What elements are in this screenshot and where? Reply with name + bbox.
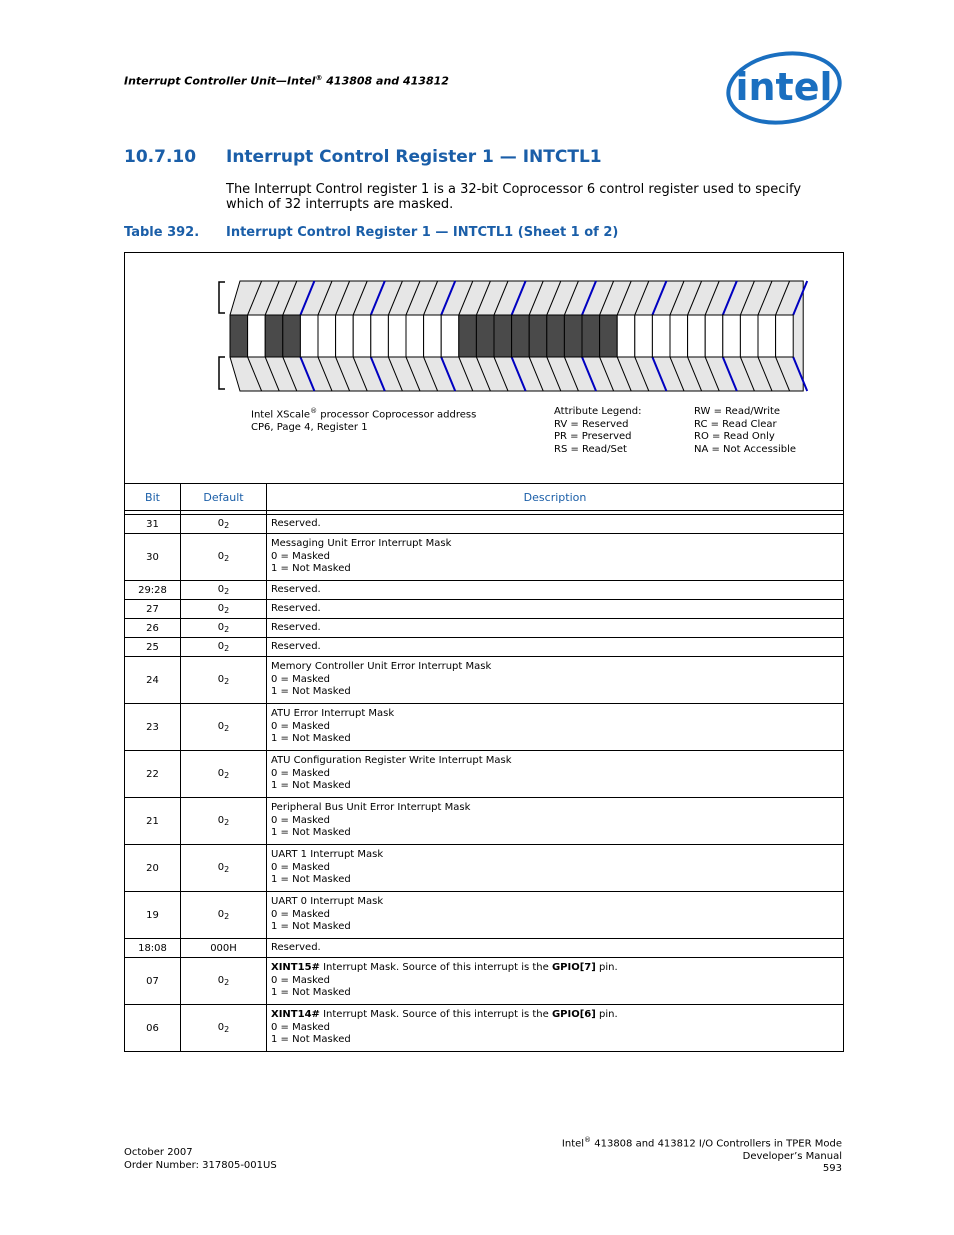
default-value: 0 bbox=[217, 551, 225, 562]
description-line: 1 = Not Masked bbox=[271, 686, 351, 698]
description-line: 0 = Masked bbox=[271, 720, 330, 732]
top-bracket bbox=[219, 282, 225, 313]
register-bit-cell bbox=[230, 315, 248, 357]
description-cell bbox=[267, 798, 844, 845]
table-row bbox=[125, 1005, 844, 1052]
bottom-bracket bbox=[219, 357, 225, 389]
description-line: 1 = Not Masked bbox=[271, 921, 351, 933]
bit-cell: 07 bbox=[125, 958, 181, 1005]
description-line: 1 = Not Masked bbox=[271, 1034, 351, 1046]
default-cell bbox=[181, 939, 267, 958]
description-line: Reserved. bbox=[271, 941, 321, 953]
bit-cell: 19 bbox=[125, 892, 181, 939]
register-bit-cell bbox=[300, 315, 318, 357]
register-bit-cell bbox=[318, 315, 336, 357]
description-cell bbox=[267, 657, 844, 704]
default-value: 0 bbox=[217, 721, 225, 732]
description-line: 0 = Masked bbox=[271, 550, 330, 562]
description-cell bbox=[267, 958, 844, 1005]
bit-cell: 30 bbox=[125, 534, 181, 581]
description-cell bbox=[267, 619, 844, 638]
register-bit-cell bbox=[670, 315, 688, 357]
description-line: ATU Configuration Register Write Interrupt Mask bbox=[271, 755, 512, 767]
radix-subscript: 2 bbox=[224, 724, 230, 733]
default-value: 000H bbox=[210, 942, 237, 954]
attribute-legend-right: RW = Read/Write RC = Read Clear RO = Read Only NA = Not Accessible bbox=[694, 406, 797, 455]
bit-cell: 23 bbox=[125, 704, 181, 751]
table-row bbox=[125, 958, 844, 1005]
register-bit-cell bbox=[476, 315, 494, 357]
description-lead: XINT14# Interrupt Mask. Source of this interrupt is the GPIO[6] pin. bbox=[271, 1009, 618, 1021]
description-line: 0 = Masked bbox=[271, 861, 330, 873]
description-line: 1 = Not Masked bbox=[271, 563, 351, 575]
description-line: 0 = Masked bbox=[271, 814, 330, 826]
bit-cell: 26 bbox=[125, 619, 181, 638]
table-row bbox=[125, 751, 844, 798]
page-number: 593 bbox=[822, 1163, 842, 1175]
description-line: 1 = Not Masked bbox=[271, 827, 351, 839]
attribute-legend-left: Attribute Legend: RV = Reserved PR = Preserved RS = Read/Set bbox=[554, 406, 642, 455]
radix-subscript: 2 bbox=[224, 1025, 230, 1034]
register-bit-cell bbox=[459, 315, 477, 357]
register-bit-cell bbox=[336, 315, 354, 357]
register-bit-cell bbox=[688, 315, 706, 357]
footer-left: October 2007 Order Number: 317805-001US bbox=[124, 1147, 277, 1171]
radix-subscript: 2 bbox=[224, 912, 230, 921]
radix-subscript: 2 bbox=[224, 865, 230, 874]
table-caption: Table 392. Interrupt Control Register 1 — INTCTL1 (Sheet 1 of 2) bbox=[124, 225, 619, 240]
default-cell bbox=[181, 581, 267, 600]
description-line: Messaging Unit Error Interrupt Mask bbox=[271, 538, 452, 550]
register-bit-cell bbox=[776, 315, 794, 357]
radix-subscript: 2 bbox=[224, 978, 230, 987]
radix-subscript: 2 bbox=[224, 644, 230, 653]
description-line: Memory Controller Unit Error Interrupt Mask bbox=[271, 661, 492, 673]
bit-cell: 18:08 bbox=[125, 939, 181, 958]
register-bit-cell bbox=[248, 315, 266, 357]
register-bit-cell bbox=[441, 315, 459, 357]
description-cell bbox=[267, 638, 844, 657]
default-cell bbox=[181, 892, 267, 939]
default-value: 0 bbox=[217, 862, 225, 873]
default-cell bbox=[181, 619, 267, 638]
description-line: UART 0 Interrupt Mask bbox=[271, 896, 384, 908]
coprocessor-address: Intel XScale® processor Coprocessor address CP6, Page 4, Register 1 bbox=[251, 407, 477, 433]
description-cell bbox=[267, 515, 844, 534]
description-line: Reserved. bbox=[271, 583, 321, 595]
register-table bbox=[124, 483, 844, 1052]
table-row bbox=[125, 892, 844, 939]
default-value: 0 bbox=[217, 622, 225, 633]
column-header-default: Default bbox=[181, 484, 267, 511]
description-line: 0 = Masked bbox=[271, 1021, 330, 1033]
description-line: 0 = Masked bbox=[271, 673, 330, 685]
table-row bbox=[125, 515, 844, 534]
default-cell bbox=[181, 1005, 267, 1052]
description-cell bbox=[267, 704, 844, 751]
default-cell bbox=[181, 798, 267, 845]
default-value: 0 bbox=[217, 518, 225, 529]
default-value: 0 bbox=[217, 768, 225, 779]
description-line: 0 = Masked bbox=[271, 767, 330, 779]
radix-subscript: 2 bbox=[224, 771, 230, 780]
radix-subscript: 2 bbox=[224, 625, 230, 634]
description-line: ATU Error Interrupt Mask bbox=[271, 708, 395, 720]
description-cell bbox=[267, 534, 844, 581]
register-bit-cell bbox=[494, 315, 512, 357]
description-cell bbox=[267, 1005, 844, 1052]
register-bit-cell bbox=[652, 315, 670, 357]
bit-cell: 06 bbox=[125, 1005, 181, 1052]
description-line: Reserved. bbox=[271, 621, 321, 633]
table-row bbox=[125, 638, 844, 657]
radix-subscript: 2 bbox=[224, 677, 230, 686]
bit-cell: 29:28 bbox=[125, 581, 181, 600]
bit-cell: 31 bbox=[125, 515, 181, 534]
radix-subscript: 2 bbox=[224, 606, 230, 615]
default-value: 0 bbox=[217, 909, 225, 920]
register-bit-cell bbox=[371, 315, 389, 357]
bit-cell: 27 bbox=[125, 600, 181, 619]
description-cell bbox=[267, 581, 844, 600]
table-row bbox=[125, 939, 844, 958]
svg-text:intel: intel bbox=[735, 65, 833, 109]
register-bit-cell bbox=[758, 315, 776, 357]
register-bit-cell bbox=[406, 315, 424, 357]
bit-cell: 20 bbox=[125, 845, 181, 892]
default-value: 0 bbox=[217, 584, 225, 595]
description-line: UART 1 Interrupt Mask bbox=[271, 849, 384, 861]
default-cell bbox=[181, 515, 267, 534]
bit-cell: 22 bbox=[125, 751, 181, 798]
description-cell bbox=[267, 845, 844, 892]
default-cell bbox=[181, 958, 267, 1005]
table-row bbox=[125, 600, 844, 619]
register-bit-cell bbox=[723, 315, 741, 357]
intel-logo bbox=[724, 50, 844, 128]
section-title: 10.7.10 Interrupt Control Register 1 — INTCTL1 bbox=[124, 147, 602, 167]
default-cell bbox=[181, 704, 267, 751]
table-row bbox=[125, 704, 844, 751]
radix-subscript: 2 bbox=[224, 554, 230, 563]
default-value: 0 bbox=[217, 815, 225, 826]
column-header-description: Description bbox=[267, 484, 844, 511]
register-bit-cell bbox=[529, 315, 547, 357]
default-value: 0 bbox=[217, 641, 225, 652]
table-row bbox=[125, 619, 844, 638]
bit-cell: 24 bbox=[125, 657, 181, 704]
register-bit-cell bbox=[635, 315, 653, 357]
table-row bbox=[125, 534, 844, 581]
register-bit-cell bbox=[582, 315, 600, 357]
description-line: 1 = Not Masked bbox=[271, 780, 351, 792]
description-line: 0 = Masked bbox=[271, 908, 330, 920]
radix-subscript: 2 bbox=[224, 587, 230, 596]
register-figure bbox=[124, 252, 844, 484]
default-cell bbox=[181, 638, 267, 657]
register-bit-cell bbox=[512, 315, 530, 357]
description-line: 1 = Not Masked bbox=[271, 733, 351, 745]
table-row bbox=[125, 845, 844, 892]
register-bit-cell bbox=[424, 315, 442, 357]
register-bit-cell bbox=[353, 315, 371, 357]
default-cell bbox=[181, 751, 267, 798]
column-header-bit: Bit bbox=[125, 484, 181, 511]
description-line: Reserved. bbox=[271, 640, 321, 652]
register-bit-cell bbox=[564, 315, 582, 357]
radix-subscript: 2 bbox=[224, 818, 230, 827]
default-value: 0 bbox=[217, 975, 225, 986]
register-bit-diagram bbox=[125, 253, 843, 403]
table-header-row bbox=[125, 484, 844, 511]
default-cell bbox=[181, 657, 267, 704]
register-bit-cell bbox=[388, 315, 406, 357]
description-cell bbox=[267, 751, 844, 798]
radix-subscript: 2 bbox=[224, 521, 230, 530]
bit-cell: 25 bbox=[125, 638, 181, 657]
description-cell bbox=[267, 600, 844, 619]
register-bit-cell bbox=[617, 315, 635, 357]
default-value: 0 bbox=[217, 603, 225, 614]
register-bit-cell bbox=[600, 315, 618, 357]
register-bit-cell bbox=[705, 315, 723, 357]
register-bit-cell bbox=[740, 315, 758, 357]
description-line: 0 = Masked bbox=[271, 974, 330, 986]
default-cell bbox=[181, 534, 267, 581]
description-cell bbox=[267, 892, 844, 939]
footer-right: Intel® 413808 and 413812 I/O Controllers in TPER Mode Developer’s Manual 593 bbox=[561, 1136, 842, 1175]
default-value: 0 bbox=[217, 674, 225, 685]
description-lead: XINT15# Interrupt Mask. Source of this interrupt is the GPIO[7] pin. bbox=[271, 962, 618, 974]
default-cell bbox=[181, 845, 267, 892]
description-line: 1 = Not Masked bbox=[271, 987, 351, 999]
table-row bbox=[125, 581, 844, 600]
register-bit-cell bbox=[547, 315, 565, 357]
default-cell bbox=[181, 600, 267, 619]
table-row bbox=[125, 657, 844, 704]
bit-cell: 21 bbox=[125, 798, 181, 845]
description-cell bbox=[267, 939, 844, 958]
description-line: Reserved. bbox=[271, 602, 321, 614]
description-line: Reserved. bbox=[271, 517, 321, 529]
default-value: 0 bbox=[217, 1022, 225, 1033]
description-line: 1 = Not Masked bbox=[271, 874, 351, 886]
register-bit-cell bbox=[265, 315, 283, 357]
section-intro: The Interrupt Control register 1 is a 32-bit Coprocessor 6 control register used to specify which of 32 interrupts are masked. bbox=[226, 182, 802, 212]
description-line: Peripheral Bus Unit Error Interrupt Mask bbox=[271, 802, 471, 814]
register-bit-cell bbox=[283, 315, 301, 357]
running-header: Interrupt Controller Unit—Intel® 413808 and 413812 bbox=[124, 74, 449, 88]
table-row bbox=[125, 798, 844, 845]
